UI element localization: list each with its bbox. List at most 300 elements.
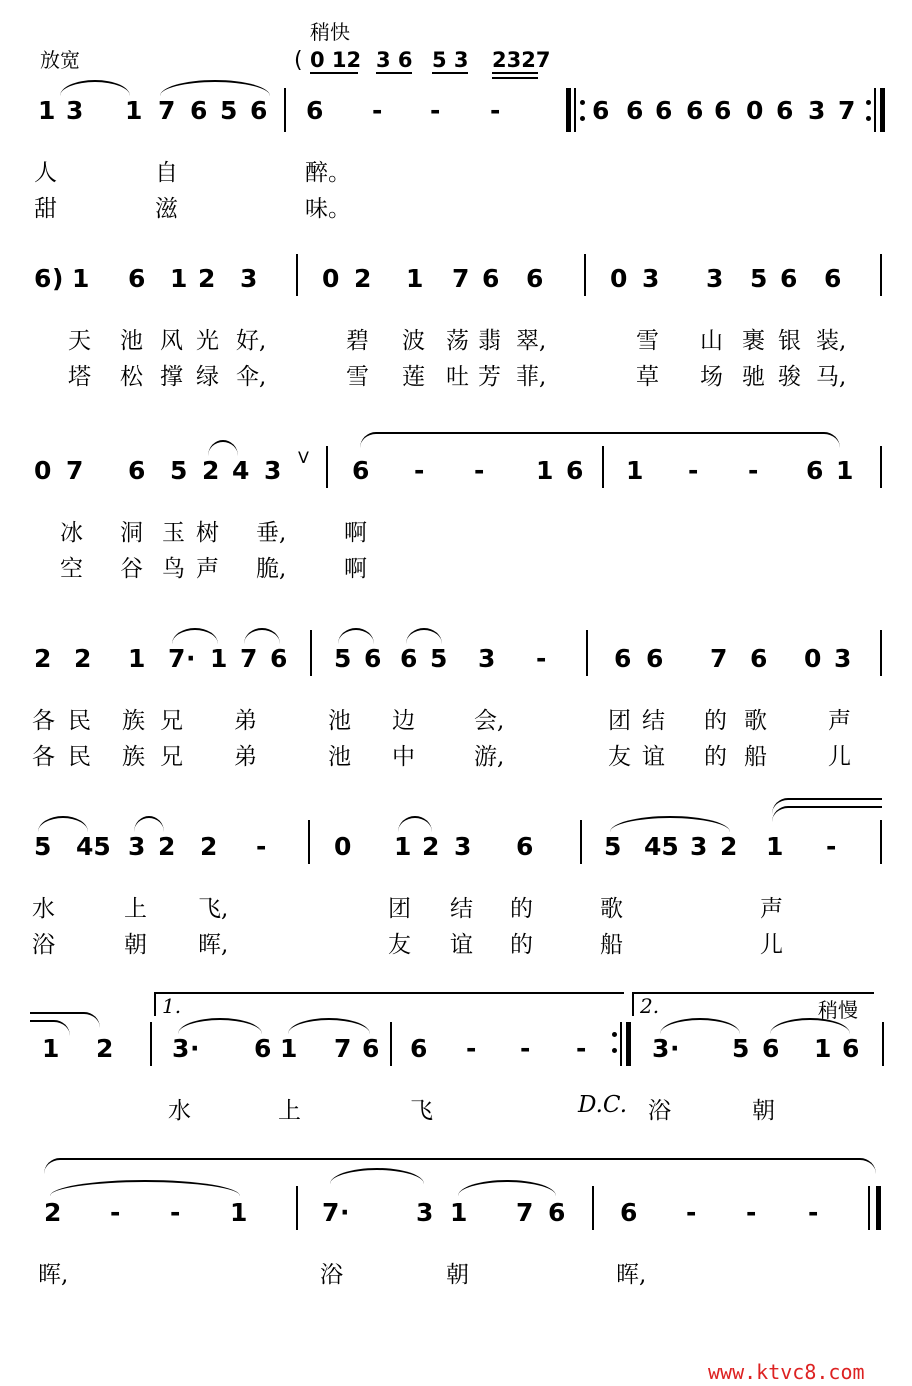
- lyric-line-verse-1: [0, 702, 912, 732]
- volta-1-bracket: [154, 992, 624, 1016]
- note: 7: [452, 264, 470, 293]
- barline: [874, 88, 876, 132]
- note: 7: [838, 96, 856, 125]
- lyric-syllable: 马,: [816, 364, 847, 390]
- final-barline-thin: [868, 1186, 870, 1230]
- note: 1: [125, 96, 143, 125]
- lyric-syllable: 的: [704, 744, 727, 770]
- lyric-syllable: 驰: [742, 364, 765, 390]
- lyric-syllable: 弟: [234, 744, 257, 770]
- score-row-3: [0, 456, 912, 582]
- lyric-syllable: 芳: [478, 364, 501, 390]
- lyric-syllable: 洞: [120, 520, 143, 546]
- lyric-syllable: 冰: [60, 520, 83, 546]
- lyric-syllable: 水: [32, 896, 55, 922]
- lyric-syllable: 团: [388, 896, 411, 922]
- lyric-syllable: 吐: [446, 364, 469, 390]
- lyric-line-verse-1: [0, 514, 912, 544]
- lyric-syllable: 船: [744, 744, 767, 770]
- breath-mark: V: [298, 448, 309, 467]
- barline: [296, 254, 298, 296]
- score-row-2: [0, 264, 912, 390]
- score-row-7: [0, 1198, 912, 1298]
- barline: [882, 1022, 884, 1066]
- note: 6: [614, 644, 632, 673]
- lyric-syllable: 的: [704, 708, 727, 734]
- note: 7: [710, 644, 728, 673]
- note: 5: [604, 832, 622, 861]
- note: -: [474, 456, 485, 485]
- barline: [880, 446, 882, 488]
- slur: [60, 80, 130, 96]
- repeat-start-barline: [566, 88, 571, 132]
- lyric-syllable: 池: [328, 744, 351, 770]
- barline: [880, 630, 882, 676]
- note-line: [0, 264, 912, 300]
- note: 6: [250, 96, 268, 125]
- repeat-dot: [580, 116, 585, 121]
- note: 3: [706, 264, 724, 293]
- note: 2: [200, 832, 218, 861]
- intro-group-3: 5 3: [432, 48, 469, 72]
- note-line: [0, 1034, 912, 1070]
- lyric-syllable: 自: [155, 160, 178, 186]
- note: 7: [168, 644, 186, 673]
- lyric-syllable: 族: [122, 708, 145, 734]
- lyric-line-verse-2: [0, 926, 912, 956]
- note: 6: [566, 456, 584, 485]
- intro-underline-4b: [492, 77, 538, 79]
- note-line: [0, 456, 912, 492]
- note: 6: [842, 1034, 860, 1063]
- note: -: [576, 1034, 587, 1063]
- note: 3: [172, 1034, 190, 1063]
- lyric-syllable: 中: [392, 744, 415, 770]
- note: ·: [340, 1198, 350, 1227]
- repeat-end-barline: [626, 1022, 631, 1066]
- note: ): [52, 264, 64, 293]
- note: 0: [804, 644, 822, 673]
- note: 1: [280, 1034, 298, 1063]
- note: 3: [652, 1034, 670, 1063]
- note: 1: [38, 96, 56, 125]
- lyric-syllable: 塔: [68, 364, 91, 390]
- barline: [586, 630, 588, 676]
- note: 0: [610, 264, 628, 293]
- lyric-syllable: 晖,: [198, 932, 229, 958]
- lyric-syllable: 水: [168, 1098, 191, 1124]
- note: 2: [74, 644, 92, 673]
- slur: [38, 816, 88, 832]
- lyric-syllable: 声: [828, 708, 851, 734]
- note: 5: [170, 456, 188, 485]
- lyric-syllable: 浴: [320, 1262, 343, 1288]
- lyric-syllable: 翠,: [516, 328, 547, 354]
- lyric-syllable: 浴: [648, 1098, 671, 1124]
- note: 0: [322, 264, 340, 293]
- barline: [308, 820, 310, 864]
- lyric-syllable: 装,: [816, 328, 847, 354]
- lyric-syllable: 脆,: [256, 556, 287, 582]
- note: 6: [686, 96, 704, 125]
- note: 6: [776, 96, 794, 125]
- note: -: [170, 1198, 181, 1227]
- lyric-syllable: 歌: [744, 708, 767, 734]
- score-row-5: [0, 832, 912, 958]
- note: 6: [526, 264, 544, 293]
- lyric-syllable: 晖,: [38, 1262, 69, 1288]
- lyric-syllable: 结: [450, 896, 473, 922]
- note: 2: [720, 832, 738, 861]
- note: 3: [834, 644, 852, 673]
- note: 45: [644, 832, 679, 861]
- lyric-syllable: 上: [278, 1098, 301, 1124]
- repeat-dot: [866, 116, 871, 121]
- note: 6: [128, 264, 146, 293]
- lyric-syllable: 空: [60, 556, 83, 582]
- slur: [134, 816, 164, 832]
- slur: [660, 1018, 740, 1034]
- lyric-syllable: 松: [120, 364, 143, 390]
- note: 3: [416, 1198, 434, 1227]
- note: 7: [66, 456, 84, 485]
- lyric-line-verse-2: [0, 738, 912, 768]
- note: 4: [232, 456, 250, 485]
- note: -: [686, 1198, 697, 1227]
- note: 1: [626, 456, 644, 485]
- note: 6: [362, 1034, 380, 1063]
- barline: [296, 1186, 298, 1230]
- slur: [244, 628, 280, 644]
- lyric-syllable: 的: [510, 896, 533, 922]
- repeat-end-barline: [880, 88, 885, 132]
- lyric-syllable: 族: [122, 744, 145, 770]
- note: 6: [646, 644, 664, 673]
- intro-group-2: 3 6: [376, 48, 413, 72]
- lyric-syllable: 碧: [346, 328, 369, 354]
- note: 6: [714, 96, 732, 125]
- lyric-syllable: 声: [760, 896, 783, 922]
- lyric-syllable: 朝: [124, 932, 147, 958]
- lyric-syllable: 天: [68, 328, 91, 354]
- lyric-syllable: 玉: [162, 520, 185, 546]
- lyric-syllable: 风: [160, 328, 183, 354]
- note: 1: [766, 832, 784, 861]
- lyric-syllable: 民: [68, 744, 91, 770]
- note: 1: [170, 264, 188, 293]
- slur: [50, 1180, 240, 1196]
- note: 5: [220, 96, 238, 125]
- lyric-syllable: 裹: [742, 328, 765, 354]
- lyric-syllable: 树: [196, 520, 219, 546]
- note: 6: [270, 644, 288, 673]
- note: -: [826, 832, 837, 861]
- lyric-line-verse-1: [0, 1256, 912, 1286]
- lyric-syllable: 波: [402, 328, 425, 354]
- slur: [338, 628, 374, 644]
- slur: [288, 1018, 370, 1034]
- lyric-syllable: 弟: [234, 708, 257, 734]
- note: -: [536, 644, 547, 673]
- note: 3: [642, 264, 660, 293]
- intro-underline-3: [432, 72, 468, 74]
- lyric-syllable: 的: [510, 932, 533, 958]
- lyric-syllable: 谊: [450, 932, 473, 958]
- tie-start: [772, 806, 882, 822]
- note: -: [466, 1034, 477, 1063]
- lyric-syllable: 翡: [478, 328, 501, 354]
- tempo-mark-shaokuai: 稍快: [310, 20, 350, 44]
- note: 1: [406, 264, 424, 293]
- note: 6: [548, 1198, 566, 1227]
- note: 2: [198, 264, 216, 293]
- note: 0: [334, 832, 352, 861]
- volta-2-label: 2.: [640, 994, 660, 1018]
- slur: [610, 816, 730, 832]
- note: 1: [72, 264, 90, 293]
- note: 6: [626, 96, 644, 125]
- watermark: www.ktvc8.com: [708, 1360, 865, 1384]
- intro-underline-4: [492, 72, 538, 74]
- intro-underline-2: [376, 72, 412, 74]
- note: -: [520, 1034, 531, 1063]
- lyric-syllable: 光: [196, 328, 219, 354]
- note: 6: [780, 264, 798, 293]
- lyric-syllable: 各: [32, 744, 55, 770]
- note: 5: [750, 264, 768, 293]
- slur: [172, 628, 218, 644]
- barline: [310, 630, 312, 676]
- barline: [584, 254, 586, 296]
- barline: [602, 446, 604, 488]
- note: 3: [478, 644, 496, 673]
- note: 1: [836, 456, 854, 485]
- lyric-syllable: 飞: [410, 1098, 433, 1124]
- lyric-syllable: 雪: [346, 364, 369, 390]
- lyric-syllable: 醉。: [305, 160, 351, 186]
- note: 7: [158, 96, 176, 125]
- note: ·: [190, 1034, 200, 1063]
- lyric-syllable: 儿: [828, 744, 851, 770]
- note: 6: [620, 1198, 638, 1227]
- note: -: [372, 96, 383, 125]
- note: 5: [732, 1034, 750, 1063]
- note: ·: [186, 644, 196, 673]
- score-row-4: [0, 644, 912, 770]
- tempo-mark-fangkuan: 放宽: [40, 48, 80, 72]
- note: 6: [655, 96, 673, 125]
- slur: [208, 440, 238, 456]
- note: -: [746, 1198, 757, 1227]
- note-line: [0, 644, 912, 680]
- lyric-syllable: 船: [600, 932, 623, 958]
- lyric-syllable: 菲,: [516, 364, 547, 390]
- lyric-syllable: 山: [700, 328, 723, 354]
- note: 6: [400, 644, 418, 673]
- slur: [406, 628, 442, 644]
- note: 3: [66, 96, 84, 125]
- note: 5: [334, 644, 352, 673]
- note: -: [414, 456, 425, 485]
- tempo-mark-shaoman: 稍慢: [818, 998, 858, 1022]
- long-tie: [360, 432, 840, 448]
- volta-2-bracket: [632, 992, 874, 1016]
- barline: [574, 88, 576, 132]
- note: 1: [394, 832, 412, 861]
- note: 6: [762, 1034, 780, 1063]
- long-tie: [44, 1158, 876, 1174]
- note: 6: [306, 96, 324, 125]
- volta-1-label: 1.: [162, 994, 182, 1018]
- note: 1: [42, 1034, 60, 1063]
- note: 3: [240, 264, 258, 293]
- barline: [326, 446, 328, 488]
- lyric-syllable: 会,: [474, 708, 505, 734]
- note: 7: [322, 1198, 340, 1227]
- intro-underline-1: [310, 72, 358, 74]
- lyric-syllable: 草: [636, 364, 659, 390]
- lyric-syllable: 滋: [155, 196, 178, 222]
- note: 5: [34, 832, 52, 861]
- lyric-syllable: 场: [700, 364, 723, 390]
- note: 0: [746, 96, 764, 125]
- note: 3: [690, 832, 708, 861]
- lyric-syllable: 儿: [760, 932, 783, 958]
- lyric-syllable: 朝: [446, 1262, 469, 1288]
- note: 3: [808, 96, 826, 125]
- final-barline-thick: [876, 1186, 881, 1230]
- note: 7: [516, 1198, 534, 1227]
- note: 6: [750, 644, 768, 673]
- note: -: [748, 456, 759, 485]
- lyric-syllable: 撑: [160, 364, 183, 390]
- note: 1: [814, 1034, 832, 1063]
- note-line: [0, 1198, 912, 1234]
- lyric-syllable: 伞,: [236, 364, 267, 390]
- lyric-syllable: 飞,: [198, 896, 229, 922]
- note: 1: [230, 1198, 248, 1227]
- note: 2: [202, 456, 220, 485]
- note: 3: [128, 832, 146, 861]
- barline: [880, 254, 882, 296]
- note: 2: [96, 1034, 114, 1063]
- barline: [284, 88, 286, 132]
- note: 2: [354, 264, 372, 293]
- note: 6: [806, 456, 824, 485]
- note: 7: [334, 1034, 352, 1063]
- lyric-syllable: 谷: [120, 556, 143, 582]
- barline: [592, 1186, 594, 1230]
- note: 3: [264, 456, 282, 485]
- lyric-syllable: 歌: [600, 896, 623, 922]
- barline: [150, 1022, 152, 1066]
- lyric-syllable: 谊: [642, 744, 665, 770]
- slur: [160, 80, 270, 96]
- intro-group-1: 0 12: [310, 48, 362, 72]
- dc-mark: D.C.: [578, 1092, 628, 1118]
- lyric-syllable: 民: [68, 708, 91, 734]
- lyric-syllable: 啊: [344, 520, 367, 546]
- lyric-syllable: 垂,: [256, 520, 287, 546]
- note-line: [0, 832, 912, 868]
- lyric-syllable: 友: [608, 744, 631, 770]
- note: 2: [34, 644, 52, 673]
- note: 6: [592, 96, 610, 125]
- lyric-line-verse-2: [0, 550, 912, 580]
- barline: [390, 1022, 392, 1066]
- note: 1: [536, 456, 554, 485]
- lyric-syllable: 兄: [160, 708, 183, 734]
- note: -: [688, 456, 699, 485]
- note: 2: [422, 832, 440, 861]
- note: 6: [128, 456, 146, 485]
- lyric-syllable: 浴: [32, 932, 55, 958]
- barline: [620, 1022, 622, 1066]
- intro-open-paren: (: [294, 48, 303, 73]
- lyric-syllable: 骏: [778, 364, 801, 390]
- lyric-syllable: 边: [392, 708, 415, 734]
- lyric-syllable: 结: [642, 708, 665, 734]
- note: 6: [190, 96, 208, 125]
- note: 6: [482, 264, 500, 293]
- note: 6: [516, 832, 534, 861]
- note-line: [0, 96, 912, 132]
- note: 1: [450, 1198, 468, 1227]
- note: 6: [410, 1034, 428, 1063]
- note: 0: [34, 456, 52, 485]
- barline: [580, 820, 582, 864]
- lyric-syllable: 兄: [160, 744, 183, 770]
- note: -: [808, 1198, 819, 1227]
- note: -: [430, 96, 441, 125]
- lyric-syllable: 声: [196, 556, 219, 582]
- lyric-syllable: 上: [124, 896, 147, 922]
- lyric-syllable: 好,: [236, 328, 267, 354]
- note: 6: [364, 644, 382, 673]
- barline: [880, 820, 882, 864]
- lyric-syllable: 味。: [305, 196, 351, 222]
- lyric-line-verse-1: [0, 322, 912, 352]
- lyric-syllable: 雪: [636, 328, 659, 354]
- note: 2: [44, 1198, 62, 1227]
- lyric-syllable: 晖,: [616, 1262, 647, 1288]
- slur: [458, 1180, 556, 1196]
- note: -: [256, 832, 267, 861]
- lyric-syllable: 友: [388, 932, 411, 958]
- lyric-syllable: 各: [32, 708, 55, 734]
- lyric-syllable: 鸟: [162, 556, 185, 582]
- note: ·: [670, 1034, 680, 1063]
- lyric-line-verse-1: [0, 154, 912, 184]
- repeat-dot: [866, 100, 871, 105]
- repeat-dot: [612, 1048, 617, 1053]
- note: -: [110, 1198, 121, 1227]
- lyric-line-verse-2: [0, 358, 912, 388]
- lyric-syllable: 绿: [196, 364, 219, 390]
- lyric-line-verse-1: [0, 890, 912, 920]
- lyric-syllable: 银: [778, 328, 801, 354]
- note: 1: [128, 644, 146, 673]
- note: 45: [76, 832, 111, 861]
- lyric-line-verse-2: [0, 190, 912, 220]
- slur: [398, 816, 432, 832]
- note: 6: [34, 264, 52, 293]
- lyric-syllable: 人: [34, 160, 57, 186]
- note: 6: [352, 456, 370, 485]
- note: 7: [240, 644, 258, 673]
- lyric-syllable: 甜: [34, 196, 57, 222]
- note: 1: [210, 644, 228, 673]
